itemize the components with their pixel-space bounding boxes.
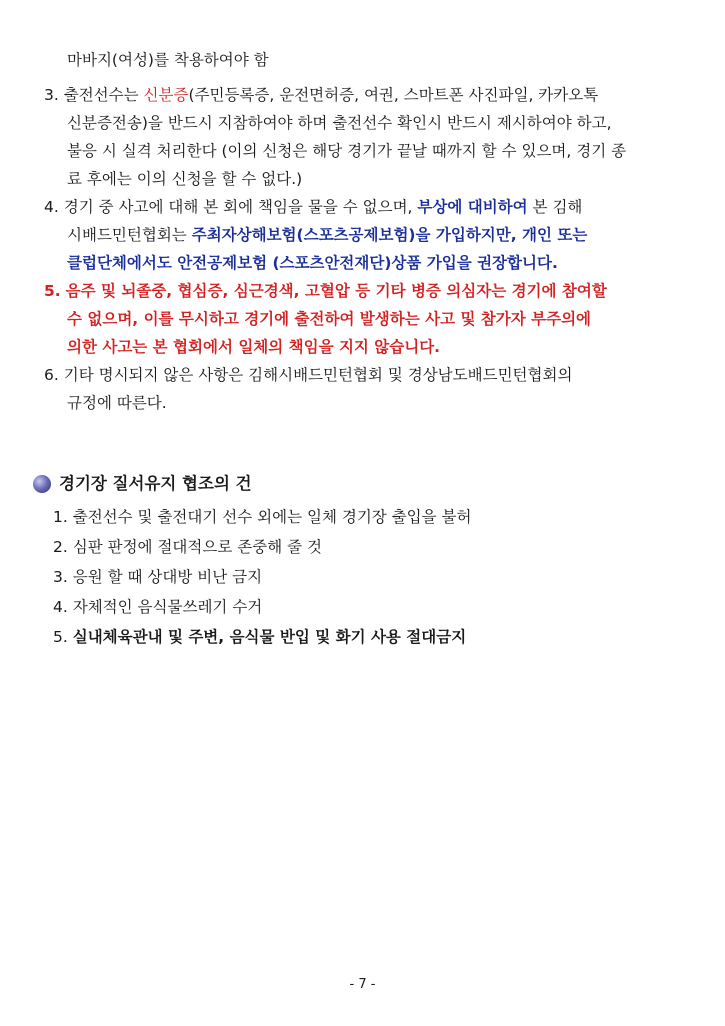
rule-4-insurance-highlight: 주최자상해보험(스포츠공제보험)을 가입하지만, 개인 또는	[191, 226, 588, 244]
rule-5-line-2: 수 없으며, 이를 무시하고 경기에 출전하여 발생하는 사고 및 참가자 부주의에	[67, 310, 592, 328]
rule-6-line-2: 규정에 따른다.	[67, 394, 167, 412]
rule-3-text: 출전선수는	[63, 86, 144, 104]
rule-5-number: 5.	[44, 282, 61, 300]
rule-3-line-2: 신분증전송)을 반드시 지참하여야 하며 출전선수 확인시 반드시 제시하여야 하고,	[67, 114, 612, 132]
list-item-number: 2.	[53, 538, 68, 556]
rule-4-text: 경기 중 사고에 대해 본 회에 책임을 물을 수 없으며,	[63, 198, 418, 216]
section-title: 경기장 질서유지 협조의 건	[59, 474, 252, 493]
rule-4-number: 4.	[44, 198, 59, 216]
list-item	[53, 596, 262, 618]
rule-3-number: 3.	[44, 86, 59, 104]
rule-4-text-cont: 본 김해	[527, 198, 583, 216]
rule-4-line-3: 클럽단체에서도 안전공제보험 (스포츠안전재단)상품 가입을 권장합니다.	[67, 254, 558, 272]
list-item-text: 출전선수 및 출전대기 선수 외에는 일체 경기장 출입을 불허	[72, 508, 472, 526]
list-item-text: 심판 판정에 절대적으로 존중해 줄 것	[72, 538, 322, 556]
list-item-number: 5.	[53, 628, 68, 646]
list-item-number: 1.	[53, 508, 68, 526]
section-heading	[33, 472, 252, 496]
rule-4-injury-highlight: 부상에 대비하여	[417, 198, 528, 216]
rule-2-tail: 마바지(여성)를 착용하여야 함	[67, 51, 269, 69]
rule-6-number: 6.	[44, 366, 59, 384]
list-item-text: 자체적인 음식물쓰레기 수거	[72, 598, 263, 616]
list-item-text: 실내체육관내 및 주변, 음식물 반입 및 화기 사용 절대금지	[72, 628, 467, 646]
page-number: - 7 -	[349, 977, 376, 992]
list-item	[53, 536, 322, 558]
rule-3-line-1	[44, 84, 598, 106]
rule-4-line-1	[44, 196, 582, 218]
list-item-number: 3.	[53, 568, 68, 586]
list-item	[53, 566, 262, 588]
rule-4-line-2	[67, 224, 587, 246]
list-item-text: 응원 할 때 상대방 비난 금지	[72, 568, 263, 586]
rule-6-text: 기타 명시되지 않은 사항은 김해시배드민턴협회 및 경상남도배드민턴협회의	[63, 366, 573, 384]
rule-5-line-1	[44, 280, 607, 302]
rule-5-text: 음주 및 뇌졸중, 협심증, 심근경색, 고혈압 등 기타 병증 의심자는 경기에 참여할	[65, 282, 607, 300]
rule-3-text-cont: (주민등록증, 운전면허증, 여권, 스마트폰 사진파일, 카카오톡	[188, 86, 599, 104]
rule-6-line-1	[44, 364, 572, 386]
list-item	[53, 506, 472, 528]
list-item-number: 4.	[53, 598, 68, 616]
rule-3-line-3: 불응 시 실격 처리한다 (이의 신청은 해당 경기가 끝날 때까지 할 수 있으며, 경기 종	[67, 142, 627, 160]
rule-5-line-3: 의한 사고는 본 협회에서 일체의 책임을 지지 않습니다.	[67, 338, 441, 356]
rule-3-line-4: 료 후에는 이의 신청을 할 수 없다.)	[67, 170, 303, 188]
sphere-bullet-icon	[33, 475, 51, 493]
list-item	[53, 626, 466, 648]
rule-3-id-highlight: 신분증	[143, 86, 189, 104]
rule-4-text-2: 시배드민턴협회는	[67, 226, 192, 244]
